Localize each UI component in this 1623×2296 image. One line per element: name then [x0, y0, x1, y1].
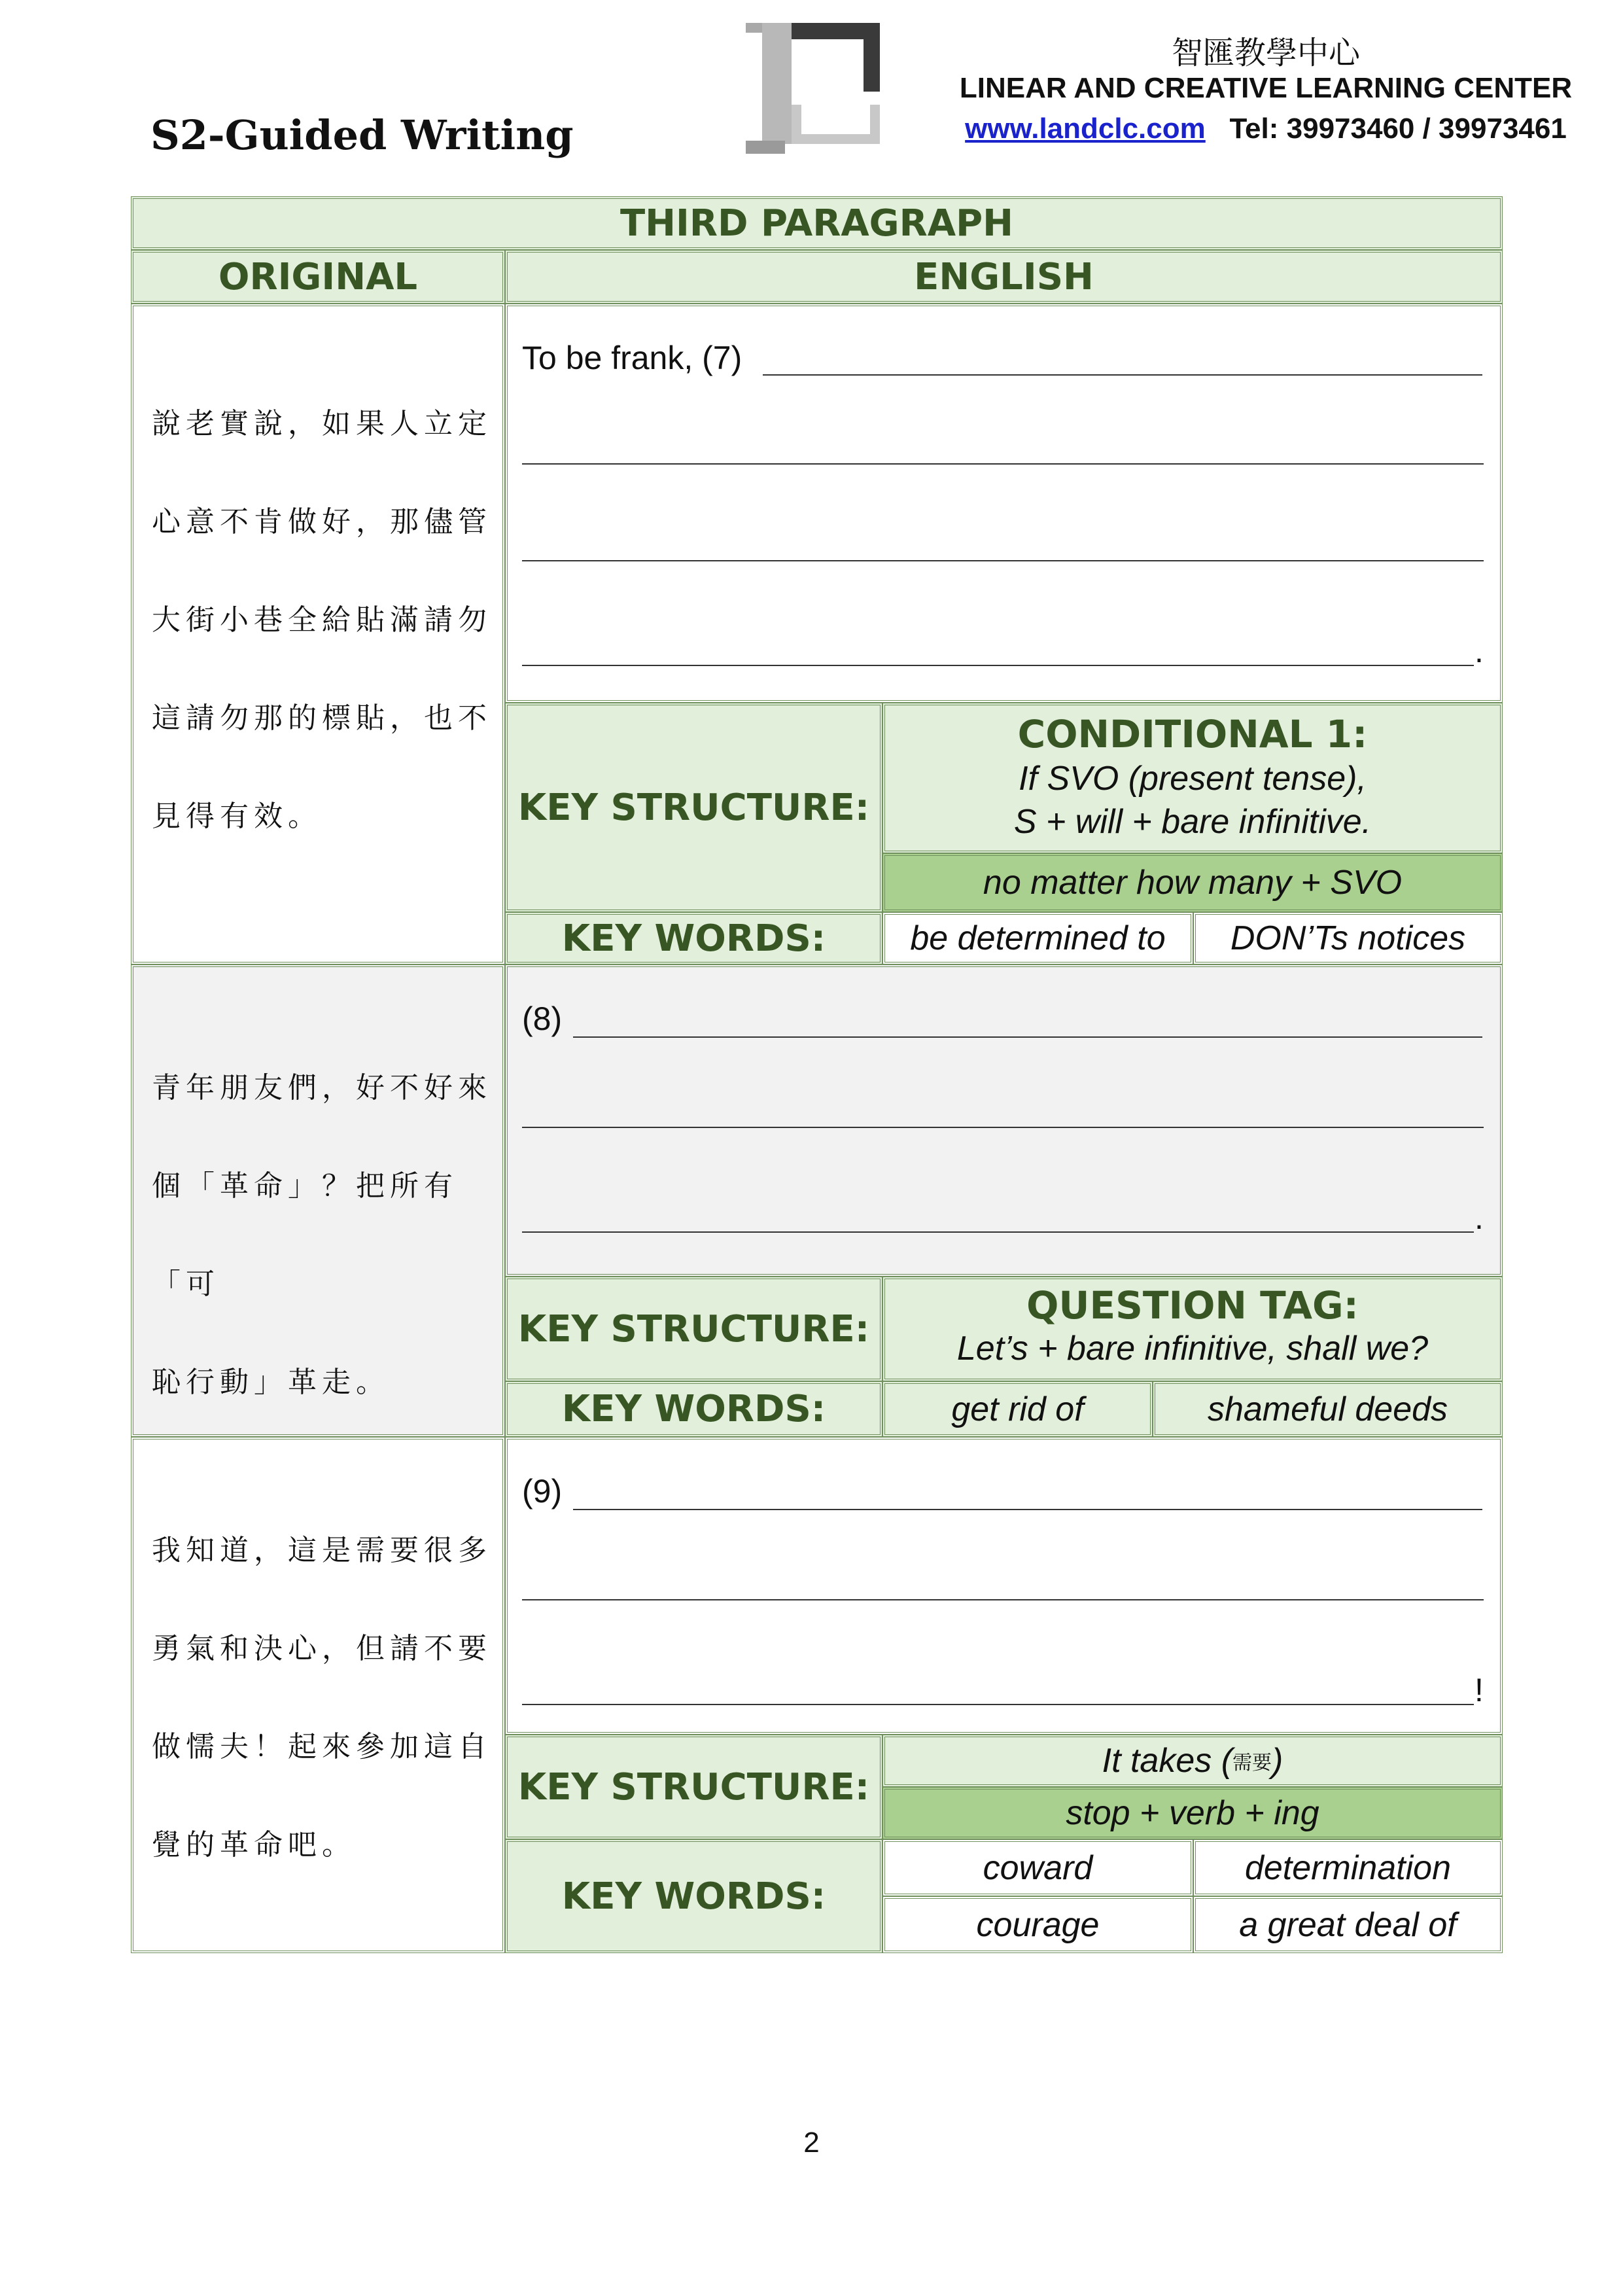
answer-line[interactable] [522, 463, 1484, 465]
structure-extra: stop + verb + ing [882, 1787, 1503, 1839]
original-line: 勇氣和決心，但請不要 [152, 1632, 492, 1665]
original-line: 這請勿那的標貼，也不 [152, 701, 492, 735]
answer-line[interactable] [522, 560, 1484, 561]
answer-line[interactable] [763, 374, 1482, 376]
structure-line-close: ) [1272, 1742, 1283, 1780]
center-name-en: LINEAR AND CREATIVE LEARNING CENTER [959, 72, 1573, 104]
column-header-original: ORIGINAL [131, 250, 505, 304]
answer-line[interactable] [522, 665, 1474, 666]
key-structure-label: KEY STRUCTURE: [505, 1277, 882, 1381]
center-logo-icon [746, 20, 890, 154]
answer-line[interactable] [522, 1127, 1484, 1128]
end-mark: . [1475, 1199, 1484, 1236]
key-structure-box [882, 703, 1503, 853]
structure-extra: no matter how many + SVO [882, 853, 1503, 912]
page-number: 2 [803, 2127, 820, 2159]
structure-line: S + will + bare infinitive. [1013, 803, 1372, 841]
translation-area[interactable] [505, 304, 1503, 703]
key-structure-label: KEY STRUCTURE: [505, 1735, 882, 1839]
original-line: 青年朋友們，好不好來 [152, 1071, 492, 1104]
website-link[interactable]: www.landclc.com [965, 113, 1206, 145]
key-structure-box [882, 1735, 1503, 1787]
translation-prompt: (8) [522, 1000, 563, 1037]
key-structure-label: KEY STRUCTURE: [505, 703, 882, 912]
original-line: 見得有效。 [152, 800, 322, 833]
contact-line [955, 113, 1577, 145]
original-text-cell [131, 964, 505, 1437]
key-word: be determined to [882, 912, 1193, 964]
original-line: 我知道，這是需要很多 [152, 1534, 492, 1567]
original-line: 心意不肯做好，那儘管 [152, 505, 492, 539]
answer-line[interactable] [573, 1509, 1482, 1510]
translation-area[interactable] [505, 964, 1503, 1277]
document-title: S2-Guided Writing [150, 111, 574, 159]
key-word: DON’Ts notices [1193, 912, 1503, 964]
key-words-label: KEY WORDS: [505, 1839, 882, 1953]
end-mark: . [1475, 633, 1484, 669]
end-mark: ! [1475, 1672, 1484, 1708]
translation-area[interactable] [505, 1437, 1503, 1735]
writing-table [131, 196, 1503, 1953]
structure-line: If SVO (present tense), [1019, 760, 1367, 798]
structure-title: QUESTION TAG: [1026, 1283, 1359, 1328]
original-line: 個「革命」？把所有「可 [152, 1169, 458, 1301]
telephone: Tel: 39973460 / 39973461 [1229, 113, 1567, 145]
key-structure-box [882, 1277, 1503, 1381]
structure-line: Let’s + bare infinitive, shall we? [956, 1330, 1429, 1368]
table-title: THIRD PARAGRAPH [131, 196, 1503, 250]
key-word: a great deal of [1193, 1896, 1503, 1953]
original-text-cell [131, 304, 505, 964]
original-line: 說老實說，如果人立定 [152, 407, 492, 440]
key-word: courage [882, 1896, 1193, 1953]
original-line: 做懦夫！起來參加這自 [152, 1730, 492, 1763]
answer-line[interactable] [522, 1704, 1474, 1705]
key-word: shameful deeds [1153, 1381, 1503, 1437]
structure-line: It takes ( [1102, 1742, 1233, 1780]
answer-line[interactable] [522, 1599, 1484, 1600]
key-word: determination [1193, 1839, 1503, 1896]
original-line: 恥行動」革走。 [152, 1366, 390, 1399]
answer-line[interactable] [522, 1231, 1474, 1233]
answer-line[interactable] [573, 1036, 1482, 1038]
key-words-label: KEY WORDS: [505, 912, 882, 964]
structure-title: CONDITIONAL 1: [1017, 712, 1368, 756]
original-text-cell [131, 1437, 505, 1953]
center-name-zh: 智匯教學中心 [1171, 35, 1360, 71]
original-line: 覺的革命吧。 [152, 1828, 356, 1862]
key-words-label: KEY WORDS: [505, 1381, 882, 1437]
translation-prompt: To be frank, (7) [522, 340, 742, 376]
key-word: get rid of [882, 1381, 1153, 1437]
column-header-english: ENGLISH [505, 250, 1503, 304]
structure-zh: 需要 [1232, 1752, 1272, 1775]
key-word: coward [882, 1839, 1193, 1896]
translation-prompt: (9) [522, 1473, 563, 1510]
original-line: 大街小巷全給貼滿請勿 [152, 603, 492, 637]
